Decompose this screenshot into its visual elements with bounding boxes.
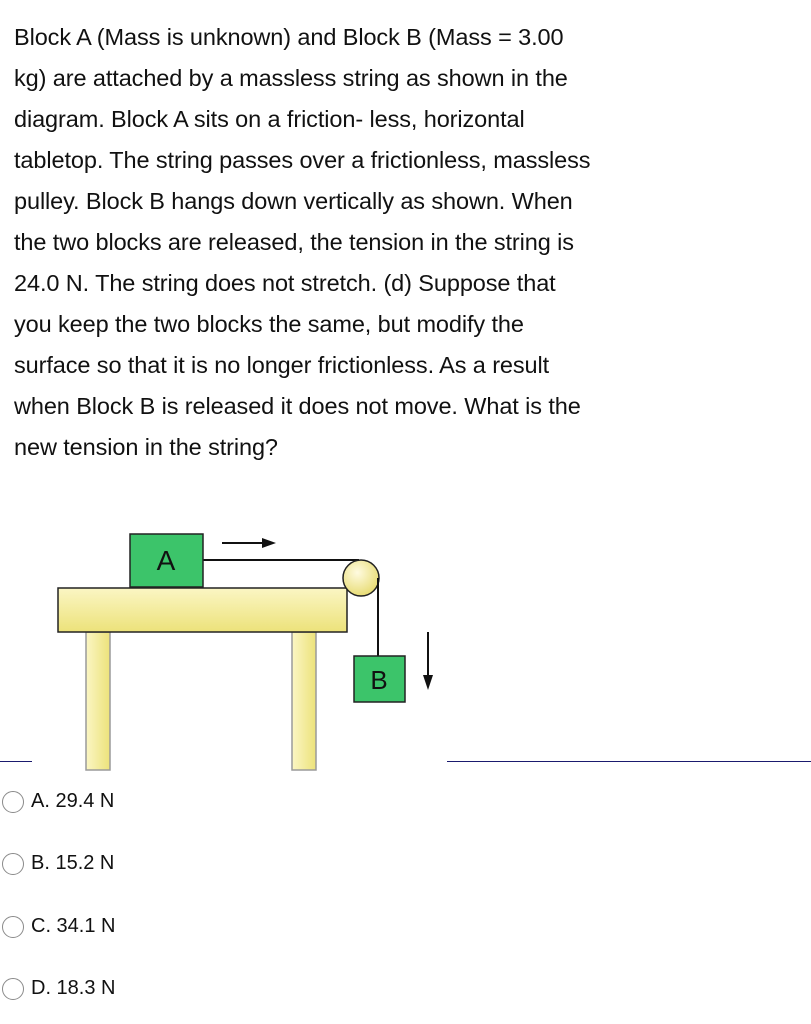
question-line: tabletop. The string passes over a frictionless, massless [14, 147, 591, 173]
question-line: the two blocks are released, the tension in the string is [14, 229, 574, 255]
question-line: you keep the two blocks the same, but modify the [14, 311, 524, 337]
physics-diagram [0, 520, 811, 780]
arrow-right-icon [222, 538, 276, 548]
choice-b[interactable] [0, 852, 114, 875]
block-b-label: B [370, 665, 388, 695]
question-line: pulley. Block B hangs down vertically as shown. When [14, 188, 573, 214]
radio-button[interactable] [2, 916, 24, 938]
choice-label: C. 34.1 N [31, 915, 116, 937]
question-line: surface so that it is no longer frictionless. As a result [14, 352, 550, 378]
question-line: 24.0 N. The string does not stretch. (d) Suppose that [14, 270, 556, 296]
block-a-label: A [156, 545, 176, 576]
choice-d[interactable] [0, 977, 115, 1000]
radio-button[interactable] [2, 791, 24, 813]
choice-label: B. 15.2 N [31, 852, 115, 874]
pulley [343, 560, 379, 596]
radio-button[interactable] [2, 853, 24, 875]
choice-a[interactable] [0, 790, 114, 813]
choice-label: A. 29.4 N [31, 790, 115, 812]
table-leg-right [292, 632, 316, 770]
divider-left [0, 761, 32, 762]
arrow-down-icon [423, 632, 433, 690]
table-leg-left [86, 632, 110, 770]
divider-right [447, 761, 811, 762]
question-text [14, 17, 694, 468]
question-line: new tension in the string? [14, 434, 278, 460]
question-line: kg) are attached by a massless string as shown in the [14, 65, 568, 91]
choice-c[interactable] [0, 915, 115, 938]
question-line: when Block B is released it does not move. What is the [14, 393, 581, 419]
question-line: diagram. Block A sits on a friction- less, horizontal [14, 106, 525, 132]
table-top [58, 588, 347, 632]
question-line: Block A (Mass is unknown) and Block B (Mass = 3.00 [14, 24, 564, 50]
radio-button[interactable] [2, 978, 24, 1000]
choice-label: D. 18.3 N [31, 977, 116, 999]
